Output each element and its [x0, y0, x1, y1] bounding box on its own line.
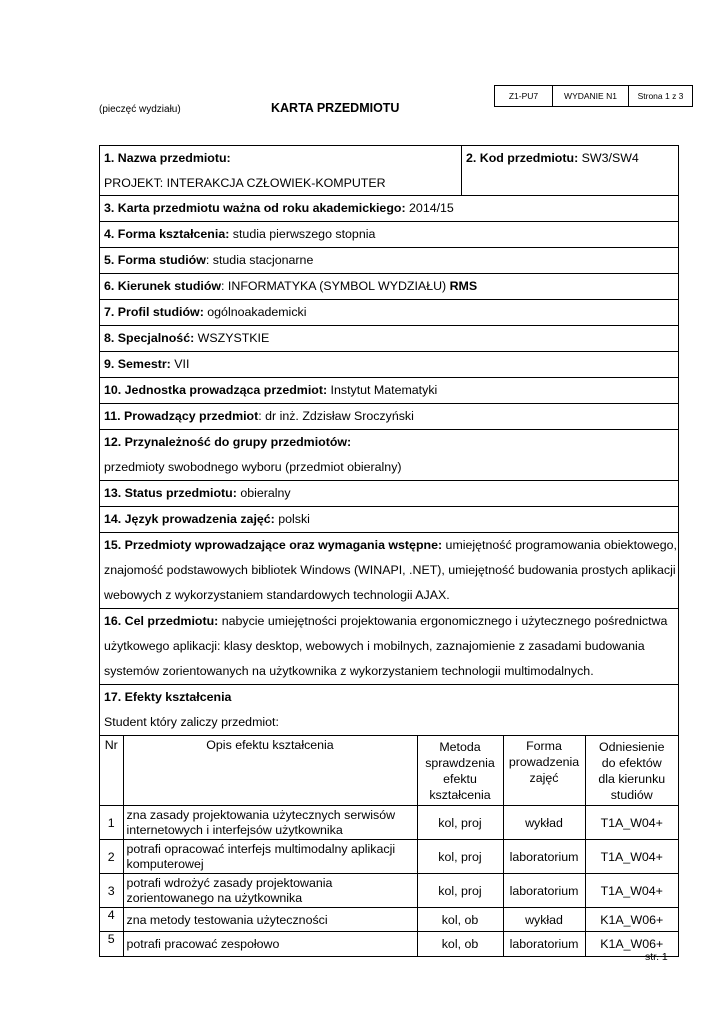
- field-study-form: [100, 248, 678, 274]
- field-label: 5. Forma studiów: [104, 253, 206, 267]
- field-value: WSZYSTKIE: [194, 331, 270, 345]
- field-label: 10. Jednostka prowadząca przedmiot:: [104, 383, 328, 397]
- field-value: VII: [170, 357, 190, 371]
- field-course-name: [100, 146, 462, 195]
- field-learning-outcomes: [100, 685, 678, 956]
- field-label: 9. Semestr:: [104, 357, 171, 371]
- field-unit: [100, 378, 678, 404]
- table-header-row: [100, 736, 678, 806]
- table-row: 4 zna metody testowania użyteczności kol, ob wykład K1A_W06+: [100, 908, 678, 932]
- field-value: polski: [274, 512, 310, 526]
- field-prerequisites: [100, 533, 678, 609]
- course-card-form: [99, 145, 679, 957]
- document-code: Z1-PU7: [495, 86, 553, 106]
- header-description: Opis efektu kształcenia: [123, 736, 417, 806]
- field-value: Instytut Matematyki: [327, 383, 438, 397]
- field-valid-year: [100, 196, 678, 222]
- field-label: 12. Przynależność do grupy przedmiotów:: [104, 435, 352, 449]
- field-lecturer: [100, 404, 678, 430]
- document-edition: WYDANIE N1: [553, 86, 629, 106]
- field-value: studia pierwszego stopnia: [229, 227, 376, 241]
- field-course-status: [100, 481, 678, 507]
- field-study-profile: [100, 300, 678, 326]
- field-course-code: [462, 146, 678, 195]
- field-value: ogólnoakademicki: [203, 305, 307, 319]
- field-label: 8. Specjalność:: [104, 331, 195, 345]
- field-value: użytkowego aplikacji: klasy desktop, webowych i mobilnych, zaznajomienie z zasadami budowania: [104, 639, 645, 653]
- field-label: 17. Efekty kształcenia: [104, 690, 232, 704]
- field-label: 1. Nazwa przedmiotu:: [104, 151, 231, 165]
- table-row: 2 potrafi opracować interfejs multimodalny aplikacji komputerowej kol, proj laboratorium T1A_W04+: [100, 840, 678, 874]
- header-reference: Odniesienie do efektów dla kierunku studiów: [585, 736, 678, 806]
- field-value: systemów zorientowanych na użytkownika z wykorzystaniem technologii multimodalnych.: [104, 664, 594, 678]
- field-label: 16. Cel przedmiotu:: [104, 614, 219, 628]
- field-label: 3. Karta przedmiotu ważna od roku akademickiego:: [104, 201, 406, 215]
- field-value: : studia stacjonarne: [205, 253, 314, 267]
- header-form: Forma prowadzenia zajęć: [503, 736, 585, 806]
- field-value: PROJEKT: INTERAKCJA CZŁOWIEK-KOMPUTER: [104, 176, 386, 190]
- seal-label: (pieczęć wydziału): [99, 104, 181, 115]
- field-course-goal: [100, 609, 678, 685]
- field-value: SW3/SW4: [578, 151, 639, 165]
- document-header-box: [494, 85, 693, 107]
- table-row: 5 potrafi pracować zespołowo kol, ob laboratorium K1A_W06+: [100, 932, 678, 956]
- field-value: znajomość podstawowych bibliotek Windows (WINAPI, .NET), umiejętność budowania prostych aplikacji: [104, 563, 676, 577]
- field-label: 11. Prowadzący przedmiot: [104, 409, 259, 423]
- table-row: 1 zna zasady projektowania użytecznych serwisów internetowych i interfejsów użytkownika kol, proj wykład T1A_W04+: [100, 806, 678, 840]
- field-value: obieralny: [236, 486, 291, 500]
- header-nr: Nr: [100, 736, 123, 806]
- faculty-symbol: RMS: [449, 279, 478, 293]
- field-study-direction: [100, 274, 678, 300]
- field-language: [100, 507, 678, 533]
- field-name-code-row: [100, 146, 678, 196]
- field-label: 2. Kod przedmiotu:: [466, 151, 579, 165]
- page-counter: Strona 1 z 3: [637, 91, 684, 101]
- field-label: 15. Przedmioty wprowadzające oraz wymagania wstępne:: [104, 538, 443, 552]
- field-value: : dr inż. Zdzisław Sroczyński: [258, 409, 414, 423]
- field-intro: Student który zaliczy przedmiot:: [104, 715, 279, 729]
- field-value: nabycie umiejętności projektowania ergonomicznego i użytecznego pośrednictwa: [218, 614, 668, 628]
- field-label: 6. Kierunek studiów: [104, 279, 222, 293]
- field-value: przedmioty swobodnego wyboru (przedmiot obieralny): [104, 460, 402, 474]
- field-value: webowych z wykorzystaniem standardowych technologii AJAX.: [104, 588, 450, 602]
- header-method: Metoda sprawdzenia efektu kształcenia: [417, 736, 503, 806]
- field-semester: [100, 352, 678, 378]
- field-label: 14. Język prowadzenia zajęć:: [104, 512, 275, 526]
- field-label: 7. Profil studiów:: [104, 305, 204, 319]
- field-education-form: [100, 222, 678, 248]
- field-value: : INFORMATYKA (SYMBOL WYDZIAŁU): [221, 279, 450, 293]
- field-label: 4. Forma kształcenia:: [104, 227, 230, 241]
- page-title: KARTA PRZEDMIOTU: [271, 101, 400, 115]
- field-value: umiejętność programowania obiektowego,: [442, 538, 677, 552]
- field-value: 2014/15: [405, 201, 454, 215]
- page-number-footer: str. 1: [645, 951, 668, 963]
- field-course-group: [100, 430, 678, 481]
- learning-outcomes-table: [100, 735, 678, 956]
- field-specialization: [100, 326, 678, 352]
- table-row: 3 potrafi wdrożyć zasady projektowania zorientowanego na użytkownika kol, proj laboratorium T1A_W04+: [100, 874, 678, 908]
- field-label: 13. Status przedmiotu:: [104, 486, 237, 500]
